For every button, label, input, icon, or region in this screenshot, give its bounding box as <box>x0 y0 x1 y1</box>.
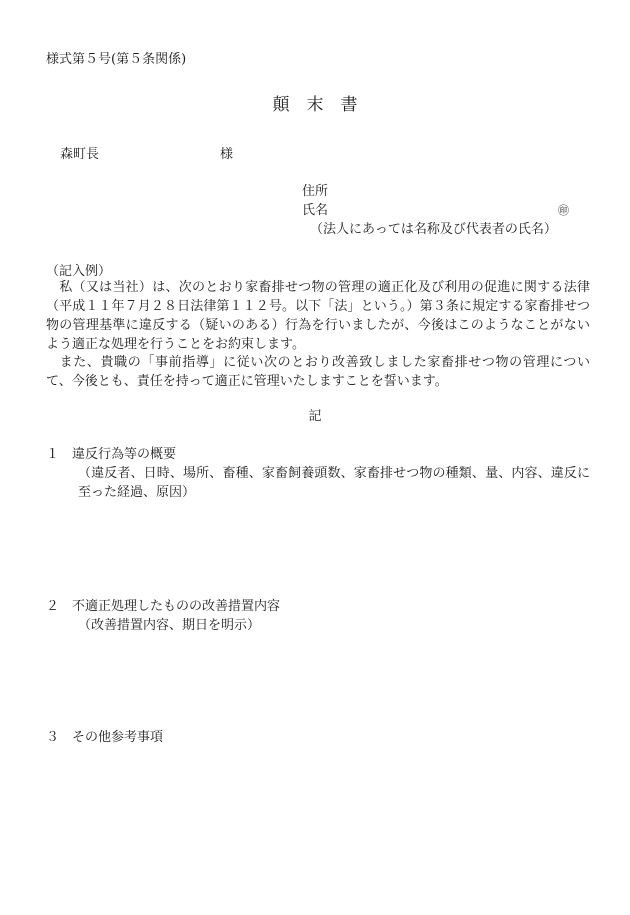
ki-heading: 記 <box>308 409 322 424</box>
section-3-title: その他参考事項 <box>72 730 164 745</box>
address-label: 住所 <box>302 184 329 199</box>
section-2-title: 不適正処理したものの改善措置内容 <box>72 599 281 614</box>
document-title: 顛 末 書 <box>272 95 358 115</box>
section-2-note: （改善措置内容、期日を明示） <box>78 618 261 633</box>
addressee-suffix: 様 <box>220 147 234 162</box>
section-1-heading <box>46 445 176 464</box>
addressee-name: 森町長 <box>60 147 100 162</box>
seal-mark: ㊞ <box>558 204 569 217</box>
section-1-title: 違反行為等の概要 <box>72 447 177 462</box>
form-number: 様式第５号(第５条関係) <box>46 52 187 67</box>
section-1-number: １ <box>46 447 60 462</box>
example-paragraph-1: 私（又は当社）は、次のとおり家畜排せつ物の管理の適正化及び利用の促進に関する法律（平成１１年７月２８日法律第１１２号。以下「法」という。）第３条に規定する家畜排せつ物の管理基準に違反する（疑いのある）行為を行いましたが、今後はこのようなことがないよう適正な処理を行うことをお約束します。 <box>46 280 590 352</box>
section-1-note: （違反者、日時、場所、畜種、家畜飼養頭数、家畜排せつ物の種類、量、内容、違反に至った経過、原因） <box>78 466 590 500</box>
section-3-number: ３ <box>46 730 60 745</box>
example-label: （記入例） <box>46 264 112 279</box>
section-2-number: ２ <box>46 599 60 614</box>
name-label: 氏名 <box>302 203 329 218</box>
name-note: （法人にあっては名称及び代表者の氏名） <box>310 222 557 237</box>
example-paragraph-2: また、貴職の「事前指導」に従い次のとおり改善致しました家畜排せつ物の管理について、今後とも、責任を持って適正に管理いたしますことを誓います。 <box>46 355 590 389</box>
section-2-heading <box>46 597 280 616</box>
section-3-heading <box>46 728 163 747</box>
